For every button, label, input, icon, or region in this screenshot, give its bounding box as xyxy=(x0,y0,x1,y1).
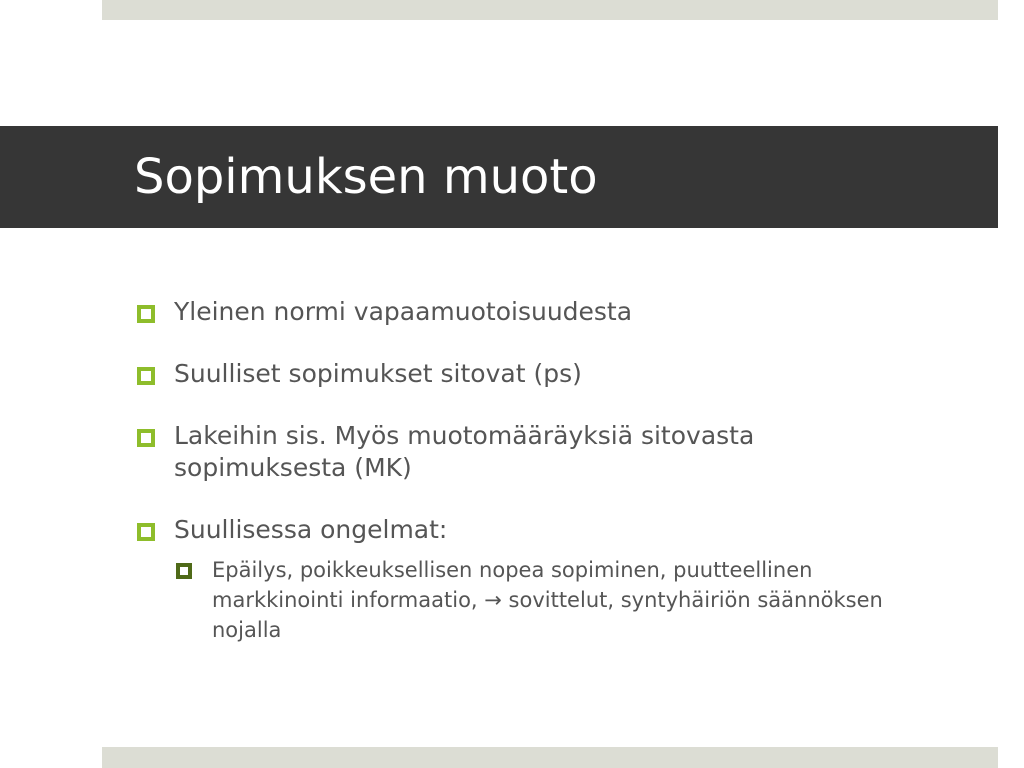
bullet-square-icon xyxy=(137,523,155,541)
bullet-item xyxy=(137,514,927,645)
bullet-list xyxy=(137,296,927,645)
bullet-square-icon xyxy=(137,367,155,385)
sub-bullet-item xyxy=(174,555,927,645)
sub-bullet-list xyxy=(174,555,927,645)
bullet-text: Suullisessa ongelmat: xyxy=(174,515,448,544)
bullet-item xyxy=(137,296,927,328)
bullet-text: Suulliset sopimukset sitovat (ps) xyxy=(174,359,582,388)
sub-bullet-text: Epäilys, poikkeuksellisen nopea sopiminen, puutteellinen markkinointi informaatio, → sovittelut, syntyhäiriön säännöksen nojalla xyxy=(212,558,883,642)
sub-bullet-square-icon xyxy=(176,563,192,579)
bottom-decorative-band xyxy=(102,747,998,768)
bullet-square-icon xyxy=(137,429,155,447)
bullet-item xyxy=(137,358,927,390)
bullet-item xyxy=(137,420,927,484)
slide-title: Sopimuksen muoto xyxy=(134,149,598,205)
slide-content xyxy=(137,296,927,645)
bullet-square-icon xyxy=(137,305,155,323)
bullet-text: Yleinen normi vapaamuotoisuudesta xyxy=(174,297,633,326)
top-decorative-band xyxy=(102,0,998,20)
bullet-text: Lakeihin sis. Myös muotomääräyksiä sitovasta sopimuksesta (MK) xyxy=(174,421,755,482)
